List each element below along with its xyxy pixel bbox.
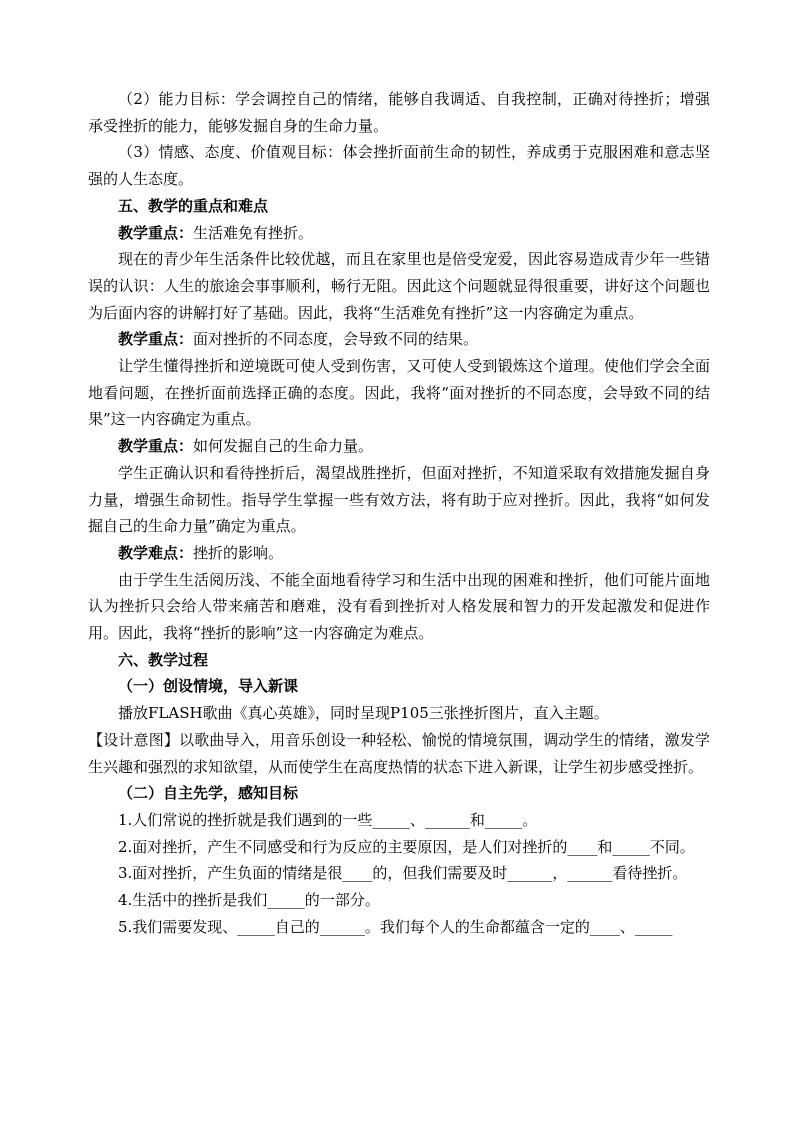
key-point-3 <box>88 433 710 460</box>
key-point-label: 教学重点： <box>118 330 194 349</box>
difficult-point-label: 教学难点： <box>118 543 194 562</box>
paragraph-emotion-goal: （3）情感、态度、价值观目标：体会挫折面前生命的韧性，养成勇于克服困难和意志坚强的人生态度。 <box>88 143 710 189</box>
paragraph-design-intent: 【设计意图】以歌曲导入，用音乐创设一种轻松、愉悦的情境氛围，调动学生的情绪，激发学生兴趣和强烈的求知欲望，从而使学生在高度热情的状态下进入新课，让学生初步感受挫折。 <box>88 730 710 776</box>
paragraph-key-point-1-reason: 现在的青少年生活条件比较优越，而且在家里也是倍受宠爱，因此容易造成青少年一些错误的认识：人生的旅途会事事顺利，畅行无阻。因此这个问题就显得很重要，讲好这个问题也为后面内容的讲解打好了基础。因此，我将“生活难免有挫折”这一内容确定为重点。 <box>88 250 710 322</box>
exercise-item-4: 4.生活中的挫折是我们_____的一部分。 <box>118 891 380 910</box>
paragraph-play-song: 播放FLASH歌曲《真心英雄》，同时呈现P105三张挫折图片，直入主题。 <box>118 704 609 723</box>
key-point-label: 教学重点： <box>118 437 194 456</box>
key-point-1 <box>88 220 710 247</box>
subsection-heading-self-study: （二）自主先学，感知目标 <box>118 784 299 803</box>
exercise-item-5: 5.我们需要发现、_____自己的______。我们每个人的生命都蕴含一定的____、_____ <box>118 917 673 936</box>
key-point-2 <box>88 326 710 353</box>
difficult-point <box>88 540 710 567</box>
paragraph-ability-goal: （2）能力目标：学会调控自己的情绪，能够自我调适、自我控制，正确对待挫折；增强承受挫折的能力，能够发掘自身的生命力量。 <box>88 90 710 135</box>
paragraph-key-point-2-reason: 让学生懂得挫折和逆境既可使人受到伤害，又可使人受到锻炼这个道理。使他们学会全面地看问题，在挫折面前选择正确的态度。因此，我将“面对挫折的不同态度，会导致不同的结果”这一内容确定为重点。 <box>88 357 710 429</box>
exercise-item-3: 3.面对挫折，产生负面的情绪是很____的，但我们需要及时______，______看待挫折。 <box>118 864 688 883</box>
document-page <box>88 86 710 941</box>
key-point-text: 生活难免有挫折。 <box>193 223 314 242</box>
paragraph-key-point-3-reason: 学生正确认识和看待挫折后，渴望战胜挫折，但面对挫折，不知道采取有效措施发掘自身力量，增强生命韧性。指导学生掌握一些有效方法，将有助于应对挫折。因此，我将“如何发掘自己的生命力量”确定为重点。 <box>88 463 710 536</box>
key-point-text: 如何发掘自己的生命力量。 <box>193 437 374 456</box>
section-heading-teaching-process: 六、教学过程 <box>118 650 209 669</box>
key-point-text: 面对挫折的不同态度，会导致不同的结果。 <box>193 330 479 349</box>
difficult-point-text: 挫折的影响。 <box>193 543 284 562</box>
exercise-item-2: 2.面对挫折，产生不同感受和行为反应的主要原因，是人们对挫折的____和_____不同。 <box>118 837 695 856</box>
section-heading-key-points: 五、教学的重点和难点 <box>118 196 269 215</box>
key-point-label: 教学重点： <box>118 223 194 242</box>
exercise-item-1: 1.人们常说的挫折就是我们遇到的一些_____、______和_____。 <box>118 810 538 829</box>
subsection-heading-intro: （一）创设情境，导入新课 <box>118 677 299 696</box>
paragraph-difficult-point-reason: 由于学生生活阅历浅、不能全面地看待学习和生活中出现的困难和挫折，他们可能片面地认为挫折只会给人带来痛苦和磨难，没有看到挫折对人格发展和智力的开发起激发和促进作用。因此，我将“挫折的影响”这一内容确定为难点。 <box>88 570 710 643</box>
